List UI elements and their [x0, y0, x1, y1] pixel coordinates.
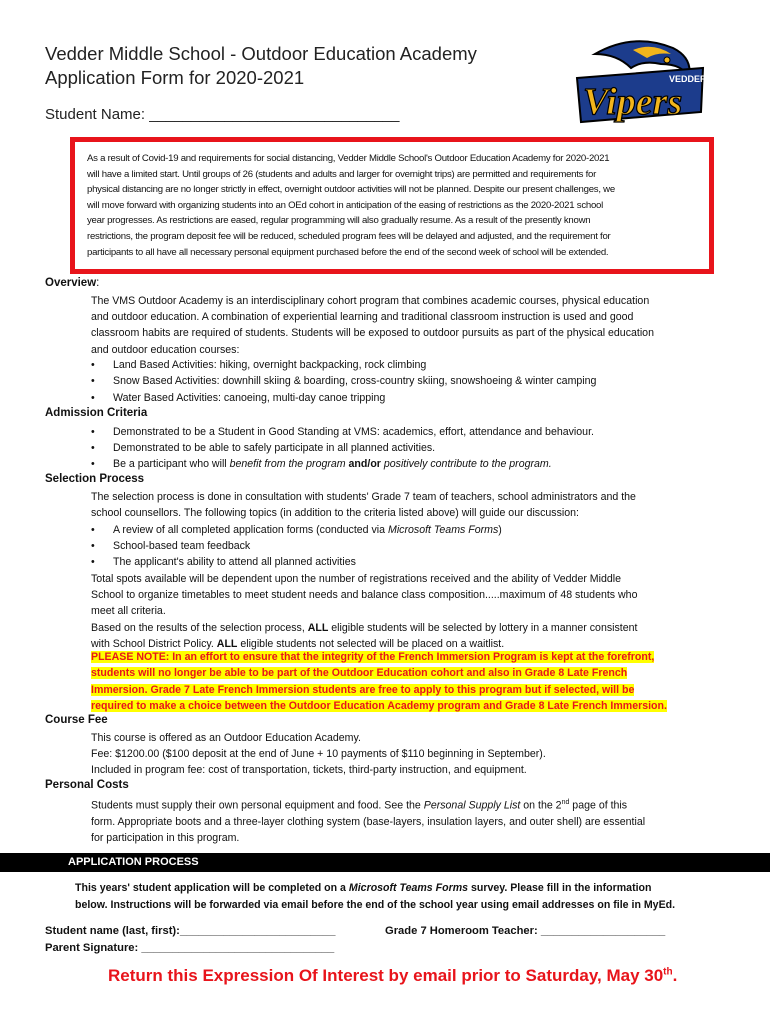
covid-line: As a result of Covid-19 and requirements for social distancing, Vedder Middle School's Outdoor Education Academy for 2020-2021 [87, 153, 610, 164]
french-immersion-note [91, 649, 696, 714]
covid-notice-box [70, 137, 714, 274]
student-name-field[interactable]: Student name (last, first):_________________________ [45, 925, 336, 937]
covid-line: restrictions, the program deposit fee will be reduced, scheduled program fees will be delayed and adjusted, and the requirement for [87, 230, 611, 242]
covid-line: will move forward with organizing students into an OEd cohort in anticipation of the easing of restrictions as the 2020-2021 school [87, 199, 604, 211]
course-fee-text [91, 730, 711, 779]
overview-line: The VMS Outdoor Academy is an interdisciplinary cohort program that combines academic courses, physical education [91, 295, 650, 307]
logo-subtext: VEDDER [669, 74, 707, 84]
overview-heading: Overview: [45, 277, 100, 289]
vipers-logo [573, 34, 708, 134]
overview-line: and outdoor education. A combination of experiential learning and traditional classroom instruction is used and good [91, 311, 634, 324]
title-line-1: Vedder Middle School - Outdoor Education Academy [45, 43, 477, 64]
fee-line: Fee: $1200.00 ($100 deposit at the end of June + 10 payments of $110 beginning in September). [91, 748, 546, 761]
overview-bullet: • Land Based Activities: hiking, overnight backpacking, rock climbing [91, 359, 427, 371]
selection-bullet: • School-based team feedback [91, 540, 251, 552]
covid-line: year progresses. As restrictions are eased, regular programming will also gradually resume. As a result of the presently known [87, 215, 591, 227]
selection-spots-text [91, 571, 711, 652]
costs-line: for participation in this program. [91, 831, 240, 844]
note-line: Immersion. Grade 7 Late French Immersion students are free to apply to this program but if selected, will be [91, 683, 635, 696]
homeroom-teacher-field[interactable]: Grade 7 Homeroom Teacher: ____________________ [385, 925, 666, 937]
note-line: PLEASE NOTE: In an effort to ensure that the integrity of the French Immersion Program is kept at the forefront, [91, 651, 655, 663]
covid-line: will have a limited start. Until groups of 26 (students and adults and larger for overnight trips) are permitted and requirements for [87, 168, 597, 180]
overview-line: and outdoor education courses: [91, 343, 240, 356]
overview-bullet: • Water Based Activities: canoeing, multi-day canoe tripping [91, 392, 386, 404]
selection-line: school counsellors. The following topics (in addition to the criteria listed above) will guide our discussion: [91, 507, 579, 520]
lottery-line: Based on the results of the selection process, ALL eligible students will be selected by lottery in a manner consistent [91, 621, 638, 634]
admission-heading: Admission Criteria [45, 407, 148, 419]
covid-line: participants to all have all necessary personal equipment purchased before the end of the second week of school will be extended. [87, 246, 609, 258]
application-process-bar [0, 853, 770, 872]
course-fee-heading: Course Fee [45, 714, 108, 726]
personal-costs-text [91, 795, 711, 846]
student-name-header-field: Student Name: ______________________________ [45, 106, 400, 123]
selection-line: School to organize timetables to meet student needs and balance class composition.....maximum of 48 students who [91, 589, 638, 602]
selection-bullet: • A review of all completed application forms (conducted via Microsoft Teams Forms) [91, 524, 502, 536]
logo-wordmark: Vipers [583, 81, 683, 123]
application-process-label: APPLICATION PROCESS [68, 856, 199, 868]
note-line: students will no longer be able to be part of the Outdoor Education cohort and also in Grade 8 Late French [91, 667, 628, 680]
personal-costs-heading: Personal Costs [45, 779, 129, 791]
selection-text [91, 489, 711, 521]
fee-line: This course is offered as an Outdoor Education Academy. [91, 732, 361, 744]
selection-line: The selection process is done in consultation with students' Grade 7 team of teachers, school administrators and the [91, 491, 636, 503]
overview-bullet: • Snow Based Activities: downhill skiing & boarding, cross-country skiing, snowshoeing & winter camping [91, 375, 597, 387]
covid-line: physical distancing are no longer strictly in effect, overnight outdoor activities will not be planned. Despite our present challenges, we [87, 184, 615, 196]
selection-bullet: • The applicant's ability to attend all planned activities [91, 556, 356, 568]
admission-bullet: • Demonstrated to be a Student in Good Standing at VMS: academics, effort, attendance and behaviour. [91, 426, 594, 438]
parent-signature-field[interactable]: Parent Signature: _______________________________ [45, 942, 335, 954]
fee-line: Included in program fee: cost of transportation, tickets, third-party instruction, and equipment. [91, 764, 527, 777]
title-line-2: Application Form for 2020-2021 [45, 67, 305, 88]
selection-line: meet all criteria. [91, 605, 166, 618]
overview-line: classroom habits are required of students. Students will be exposed to outdoor pursuits as part of the physical education [91, 327, 654, 340]
return-deadline-text: Return this Expression Of Interest by email prior to Saturday, May 30th. [108, 966, 678, 985]
selection-heading: Selection Process [45, 473, 145, 485]
note-line: required to make a choice between the Outdoor Education Academy program and Grade 8 Late French Immersion. [91, 699, 667, 712]
admission-bullet: • Demonstrated to be able to safely participate in all planned activities. [91, 442, 436, 454]
application-instructions: This years' student application will be completed on a Microsoft Teams Forms survey. Please fill in the information below. Instructions will be forwarded via email before the end of the school year using email addresses on file in MyEd. [75, 882, 676, 911]
admission-bullet: • Be a participant who will benefit from the program and/or positively contribute to the program. [91, 458, 552, 470]
lottery-line: with School District Policy. ALL eligible students not selected will be placed on a waitlist. [91, 637, 505, 650]
costs-line: Students must supply their own personal equipment and food. See the Personal Supply List on the 2nd page of this [91, 799, 628, 812]
costs-line: form. Appropriate boots and a three-layer clothing system (base-layers, insulation layers, and outer shell) are essential [91, 815, 646, 828]
selection-line: Total spots available will be dependent upon the number of registrations received and the ability of Vedder Middle [91, 573, 622, 585]
overview-text [91, 293, 711, 358]
